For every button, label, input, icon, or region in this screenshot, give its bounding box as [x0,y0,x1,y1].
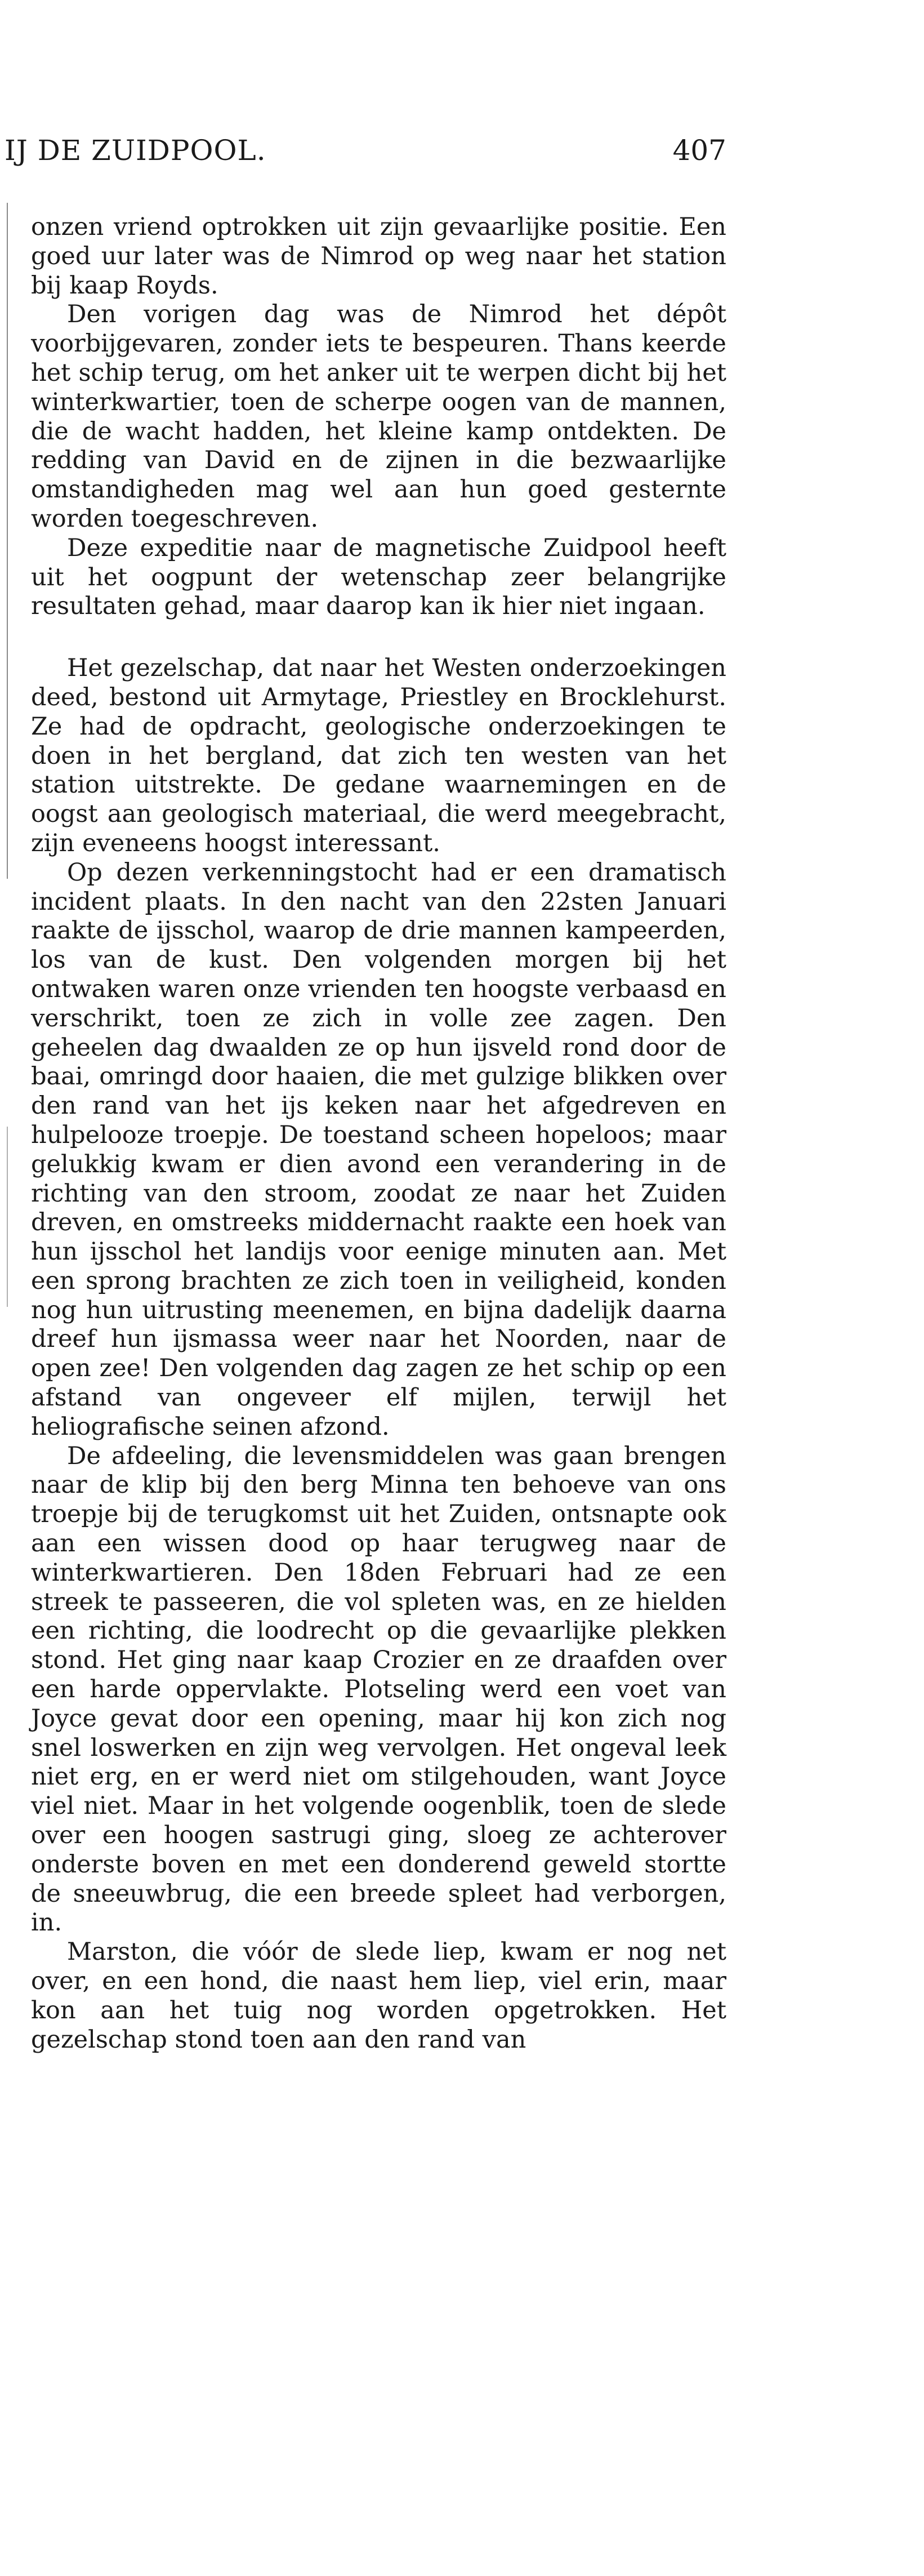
paragraph: Deze expeditie naar de magnetische Zuidpool heeft uit het oogpunt der wetenschap zeer belangrijke resultaten gehad, maar daarop kan ik hier niet ingaan. [31,533,726,621]
paragraph: De afdeeling, die levensmiddelen was gaan brengen naar de klip bij den berg Minna ten behoeve van ons troepje bij de terugkomst uit het Zuiden, ontsnapte ook aan een wissen dood op haar terugweg naar de winterkwartieren. Den 18den Februari had ze een streek te passeeren, die vol spleten was, en ze hielden een richting, die loodrecht op die gevaarlijke plekken stond. Het ging naar kaap Crozier en ze draafden over een harde oppervlakte. Plotseling werd een voet van Joyce gevat door een opening, maar hij kon zich nog snel loswerken en zijn weg vervolgen. Het ongeval leek niet erg, en er werd niet om stilgehouden, want Joyce viel niet. Maar in het volgende oogenblik, toen de slede over een hoogen sastrugi ging, sloeg ze achterover onderste boven en met een donderend geweld stortte de sneeuwbrug, die een breede spleet had verborgen, in. [31,1442,726,1937]
page-number: 407 [672,134,726,167]
paragraph: Het gezelschap, dat naar het Westen onderzoekingen deed, bestond uit Armytage, Priestley en Brocklehurst. Ze had de opdracht, geologische onderzoekingen te doen in het bergland, dat zich ten westen van het station uitstrekte. De gedane waarnemingen en de oogst aan geologisch materiaal, die werd meegebracht, zijn eveneens hoogst interessant. [31,654,726,857]
margin-line [7,1127,8,1307]
running-title: IJ DE ZUIDPOOL. [5,134,266,167]
paragraph: Den vorigen dag was de Nimrod het dépôt voorbijgevaren, zonder iets te bespeuren. Thans keerde het schip terug, om het anker uit te werpen dicht bij het winterkwartier, toen de scherpe oogen van de mannen, die de wacht hadden, het kleine kamp ontdekten. De redding van David en de zijnen in die bezwaarlijke omstandigheden mag wel aan hun goed gesternte worden toegeschreven. [31,300,726,533]
body-text [31,213,726,2054]
paragraph: onzen vriend optrokken uit zijn gevaarlijke positie. Een goed uur later was de Nimrod op weg naar het station bij kaap Royds. [31,213,726,300]
paragraph: Op dezen verkenningstocht had er een dramatisch incident plaats. In den nacht van den 22sten Januari raakte de ijsschol, waarop de drie mannen kampeerden, los van de kust. Den volgenden morgen bij het ontwaken waren onze vrienden ten hoogste verbaasd en verschrikt, toen ze zich in volle zee zagen. Den geheelen dag dwaalden ze op hun ijsveld rond door de baai, omringd door haaien, die met gulzige blikken over den rand van het ijs keken naar het afgedreven en hulpelooze troepje. De toestand scheen hopeloos; maar gelukkig kwam er dien avond een verandering in de richting van den stroom, zoodat ze naar het Zuiden dreven, en omstreeks middernacht raakte een hoek van hun ijsschol het landijs voor eenige minuten aan. Met een sprong brachten ze zich toen in veiligheid, konden nog hun uitrusting meenemen, en bijna dadelijk daarna dreef hun ijsmassa weer naar het Noorden, naar de open zee! Den volgenden dag zagen ze het schip op een afstand van ongeveer elf mijlen, terwijl het heliografische seinen afzond. [31,858,726,1441]
running-head [0,130,726,175]
margin-line [7,203,8,879]
paragraph: Marston, die vóór de slede liep, kwam er nog net over, en een hond, die naast hem liep, viel erin, maar kon aan het tuig nog worden opgetrokken. Het gezelschap stond toen aan den rand van [31,1938,726,2054]
